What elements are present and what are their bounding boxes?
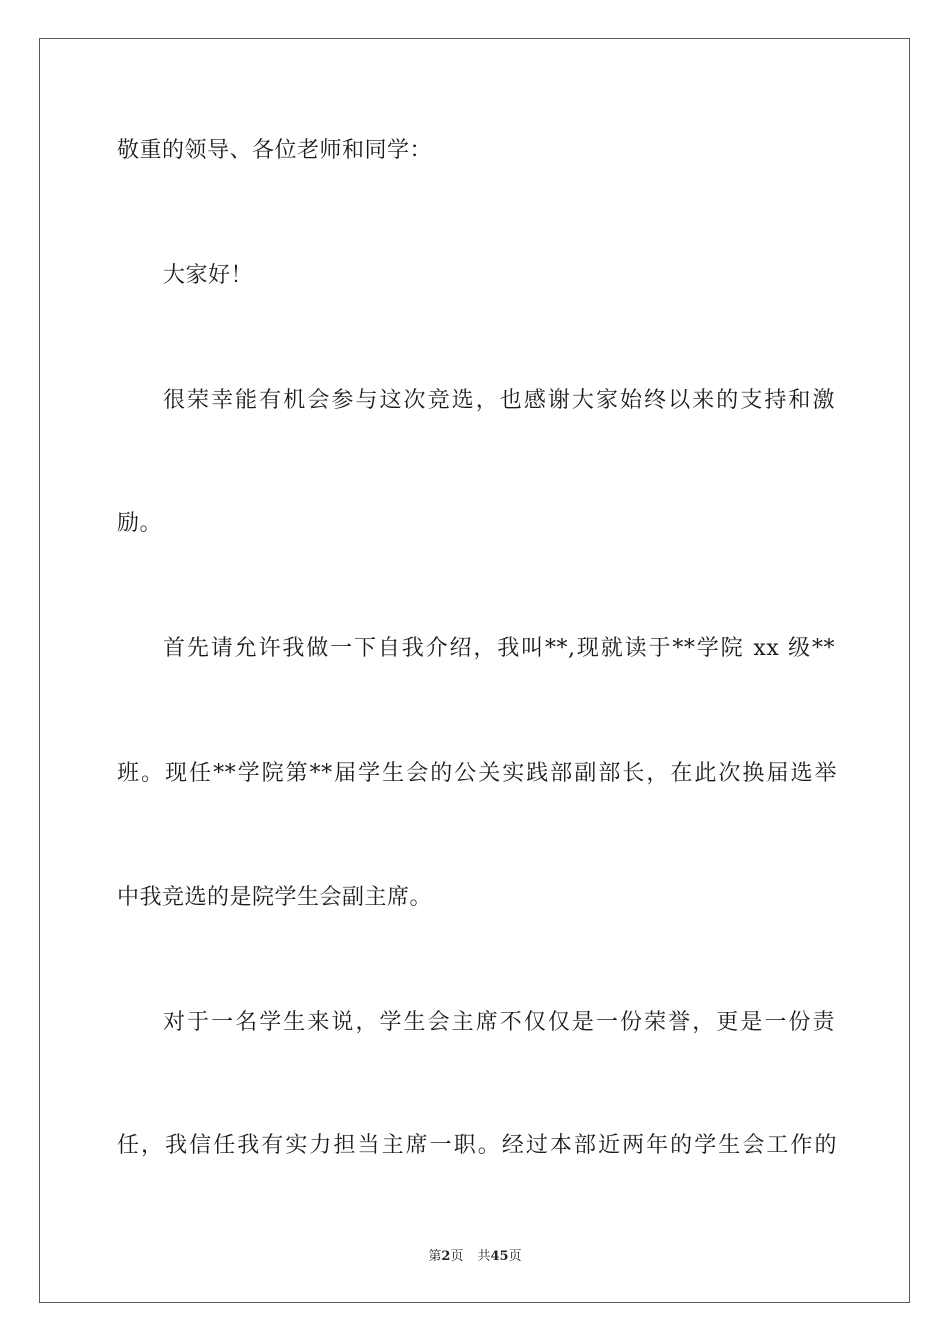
paragraph-1-line-1: 很荣幸能有机会参与这次竞选，也感谢大家始终以来的支持和激 [163, 388, 835, 413]
total-suffix: 页 [508, 1249, 522, 1264]
paragraph-2-line-3: 中我竞选的是院学生会副主席。 [117, 885, 433, 910]
paragraph-2-line-2: 班。现任**学院第**届学生会的公关实践部副部长，在此次换届选举 [117, 761, 837, 786]
paragraph-1-line-2: 励。 [117, 511, 163, 536]
paragraph-3-line-1: 对于一名学生来说，学生会主席不仅仅是一份荣誉，更是一份责 [163, 1010, 835, 1035]
total-pages: 45 [490, 1249, 509, 1264]
paragraph-3-line-2: 任，我信任我有实力担当主席一职。经过本部近两年的学生会工作的 [117, 1133, 837, 1158]
paragraph-2-line-1: 首先请允许我做一下自我介绍，我叫**,现就读于**学院 xx 级** [163, 636, 835, 661]
total-prefix: 共 [477, 1249, 491, 1264]
page-frame [39, 38, 910, 1303]
greeting-line: 大家好！ [163, 263, 254, 288]
page-prefix: 第 [428, 1249, 442, 1264]
page-number: 2 [441, 1249, 451, 1264]
salutation-line: 敬重的领导、各位老师和同学： [117, 138, 433, 163]
page-footer [0, 1248, 950, 1266]
page-suffix: 页 [450, 1249, 464, 1264]
